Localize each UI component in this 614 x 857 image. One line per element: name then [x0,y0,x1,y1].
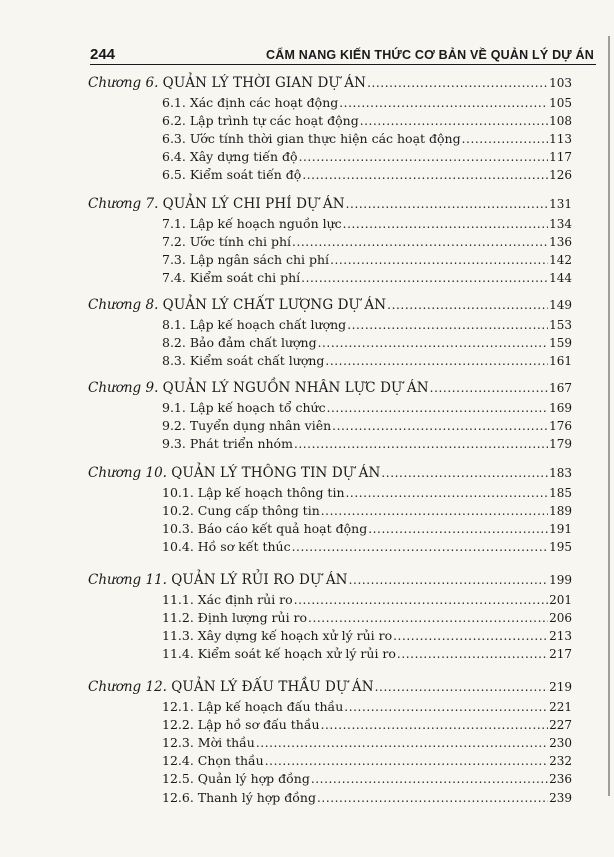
chapter-word: Chương [88,572,142,588]
section-page: 108 [549,114,572,129]
dot-leader [318,336,549,350]
section-entry[interactable] [162,400,572,415]
dot-leader [367,76,548,90]
section-label: 11.3. Xây dựng kế hoạch xử lý rủi ro [162,628,393,644]
section-page: 221 [549,700,572,714]
chapter-entry[interactable] [88,297,572,313]
section-entry[interactable] [162,234,572,249]
section-label: 8.2. Bảo đảm chất lượng [162,335,317,351]
chapter-page: 103 [549,76,572,90]
dot-leader [292,540,548,554]
section-entry[interactable] [162,610,572,625]
section-page: 169 [549,401,572,415]
section-page: 153 [549,318,572,332]
dot-leader [397,647,548,661]
section-page: 126 [549,168,572,183]
dot-leader [393,629,548,643]
section-label: 7.1. Lập kế hoạch nguồn lực [162,216,342,231]
chapter-label [88,465,380,481]
section-label: 12.6. Thanh lý hợp đồng [162,789,316,805]
chapter-title: QUẢN LÝ CHI PHÍ DỰ ÁN [162,196,345,212]
chapter-entry[interactable] [88,196,572,212]
section-entry[interactable] [162,753,572,768]
section-entry[interactable] [162,418,572,433]
section-page: 206 [549,611,572,626]
section-entry[interactable] [162,646,572,661]
chapter-number: 7. [141,196,163,212]
section-entry[interactable] [162,95,572,110]
section-entry[interactable] [162,628,572,643]
section-page: 236 [549,772,572,787]
chapter-page: 149 [549,298,572,312]
section-page: 179 [549,437,572,452]
section-entry[interactable] [162,270,572,285]
chapter-label [88,75,366,91]
section-label: 10.4. Hồ sơ kết thúc [162,539,291,555]
section-page: 136 [549,235,572,250]
section-label: 10.3. Báo cáo kết quả hoạt động [162,521,368,537]
chapter-title: QUẢN LÝ ĐẤU THẦU DỰ ÁN [171,679,374,695]
chapter-title: QUẢN LÝ NGUỒN NHÂN LỰC DỰ ÁN [162,380,429,396]
chapter-entry[interactable] [88,75,572,91]
section-entry[interactable] [162,790,572,805]
section-page: 134 [549,217,572,231]
section-page: 144 [549,271,572,286]
section-entry[interactable] [162,503,572,518]
section-entry[interactable] [162,167,572,182]
section-page: 232 [549,754,572,769]
section-page: 213 [549,629,572,644]
dot-leader [321,504,548,518]
section-label: 10.1. Lập kế hoạch thông tin [162,485,345,500]
book-title: CẨM NANG KIẾN THỨC CƠ BẢN VỀ QUẢN LÝ DỰ ÁN [266,48,594,62]
chapter-word: Chương [88,380,142,396]
section-label: 6.5. Kiểm soát tiến độ [162,167,302,183]
dot-leader [302,168,548,182]
section-label: 7.3. Lập ngân sách chi phí [162,252,330,268]
section-label: 9.3. Phát triển nhóm [162,436,293,452]
section-page: 230 [549,736,572,751]
chapter-word: Chương [88,679,142,695]
section-entry[interactable] [162,699,572,714]
dot-leader [349,573,548,587]
dot-leader [311,772,548,786]
dot-leader [256,736,548,750]
section-label: 11.1. Xác định rủi ro [162,592,293,607]
chapter-entry[interactable] [88,465,572,481]
section-page: 159 [549,336,572,351]
dot-leader [375,680,548,694]
section-entry[interactable] [162,539,572,554]
section-entry[interactable] [162,717,572,732]
section-entry[interactable] [162,317,572,332]
chapter-number: 12. [141,679,172,695]
chapter-entry[interactable] [88,572,572,588]
chapter-title: QUẢN LÝ CHẤT LƯỢNG DỰ ÁN [162,297,387,313]
section-label: 9.2. Tuyển dụng nhân viên [162,418,332,434]
dot-leader [344,700,548,714]
dot-leader [343,217,548,231]
dot-leader [360,114,548,128]
dot-leader [299,150,549,164]
dot-leader [368,522,548,536]
chapter-label [88,572,348,588]
section-entry[interactable] [162,149,572,164]
chapter-word: Chương [88,75,142,91]
chapter-number: 8. [141,297,163,313]
section-label: 11.2. Định lượng rủi ro [162,610,308,626]
section-page: 217 [549,647,572,662]
section-entry[interactable] [162,216,572,231]
section-label: 12.2. Lập hồ sơ đấu thầu [162,717,320,733]
dot-leader [294,593,548,607]
section-entry[interactable] [162,436,572,451]
section-label: 6.3. Ước tính thời gian thực hiện các hoạt động [162,131,461,147]
section-entry[interactable] [162,335,572,350]
section-label: 7.2. Ước tính chi phí [162,234,292,250]
section-page: 227 [549,718,572,733]
chapter-page: 131 [549,197,572,211]
chapter-word: Chương [88,465,142,481]
chapter-title: QUẢN LÝ THỜI GIAN DỰ ÁN [162,75,367,91]
section-page: 113 [549,132,572,147]
section-label: 12.3. Mời thầu [162,735,255,751]
section-label: 9.1. Lập kế hoạch tổ chức [162,400,326,415]
dot-leader [327,401,549,415]
chapter-label [88,380,429,396]
dot-leader [347,318,548,332]
dot-leader [387,298,548,312]
dot-leader [330,253,548,267]
section-label: 8.3. Kiểm soát chất lượng [162,353,325,369]
chapter-label [88,196,345,212]
section-page: 161 [549,354,572,369]
section-label: 7.4. Kiểm soát chi phí [162,270,301,286]
section-label: 12.5. Quản lý hợp đồng [162,771,310,787]
section-page: 189 [549,504,572,519]
chapter-title: QUẢN LÝ RỦI RO DỰ ÁN [171,572,348,588]
section-page: 117 [549,150,572,165]
section-entry[interactable] [162,131,572,146]
section-page: 105 [549,96,572,110]
section-page: 195 [549,540,572,555]
chapter-number: 10. [141,465,172,481]
section-entry[interactable] [162,592,572,607]
dot-leader [301,271,548,285]
chapter-entry[interactable] [88,380,572,396]
dot-leader [325,354,548,368]
section-entry[interactable] [162,521,572,536]
section-label: 6.4. Xây dựng tiến độ [162,149,298,165]
dot-leader [462,132,548,146]
dot-leader [346,197,548,211]
section-entry[interactable] [162,485,572,500]
chapter-label [88,297,386,313]
dot-leader [339,96,548,110]
section-label: 10.2. Cung cấp thông tin [162,503,320,519]
section-entry[interactable] [162,252,572,267]
chapter-number: 11. [141,572,172,588]
section-label: 6.2. Lập trình tự các hoạt động [162,113,359,129]
section-page: 185 [549,486,572,500]
section-entry[interactable] [162,735,572,750]
section-label: 11.4. Kiểm soát kế hoạch xử lý rủi ro [162,646,396,662]
dot-leader [430,381,548,395]
section-label: 12.4. Chọn thầu [162,753,264,769]
chapter-title: QUẢN LÝ THÔNG TIN DỰ ÁN [171,465,381,481]
chapter-word: Chương [88,297,142,313]
section-label: 8.1. Lập kế hoạch chất lượng [162,317,347,332]
dot-leader [381,466,548,480]
dot-leader [332,419,548,433]
chapter-word: Chương [88,196,142,212]
dot-leader [308,611,548,625]
section-page: 239 [549,790,572,805]
dot-leader [292,235,548,249]
chapter-number: 6. [141,75,163,91]
chapter-number: 9. [141,380,163,396]
section-entry[interactable] [162,113,572,128]
dot-leader [265,754,548,768]
section-page: 142 [549,253,572,268]
section-label: 6.1. Xác định các hoạt động [162,95,339,110]
page-number: 244 [90,46,116,63]
dot-leader [346,486,549,500]
section-page: 201 [549,593,572,607]
section-entry[interactable] [162,771,572,786]
section-label: 12.1. Lập kế hoạch đấu thầu [162,699,344,714]
chapter-entry[interactable] [88,679,572,695]
chapter-page: 183 [549,466,572,480]
section-entry[interactable] [162,353,572,368]
section-page: 191 [549,522,572,537]
section-page: 176 [549,419,572,434]
chapter-page: 199 [549,573,572,587]
chapter-label [88,679,374,695]
chapter-page: 219 [549,680,572,694]
dot-leader [294,437,548,451]
dot-leader [321,718,549,732]
chapter-page: 167 [549,381,572,395]
dot-leader [317,791,548,805]
